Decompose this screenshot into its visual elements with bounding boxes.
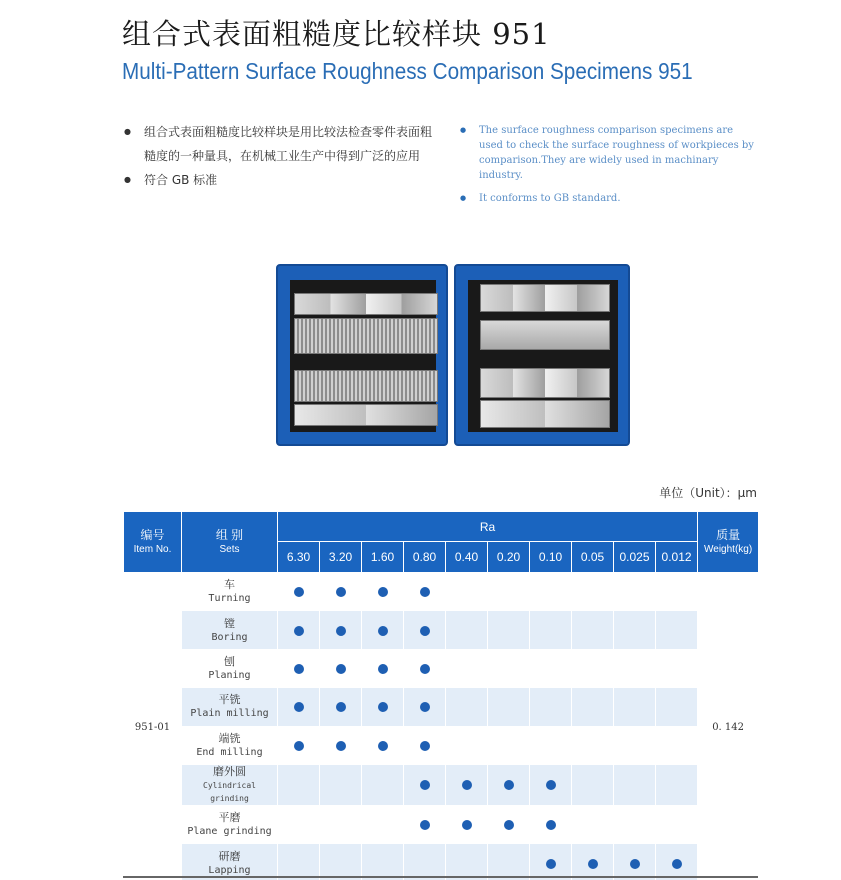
grade-cell <box>320 649 362 687</box>
table-row <box>124 726 759 764</box>
grade-cell <box>656 611 698 649</box>
set-cell <box>182 573 278 611</box>
grade-cell <box>530 688 572 726</box>
description-cn-item: ● 符合 GB 标准 <box>122 168 442 192</box>
availability-dot-icon <box>378 626 388 636</box>
product-photo <box>276 264 630 446</box>
grade-cell <box>488 688 530 726</box>
specimen-plate <box>480 368 610 398</box>
grade-cell <box>614 805 656 843</box>
availability-dot-icon <box>336 664 346 674</box>
availability-dot-icon <box>420 626 430 636</box>
set-cell <box>182 688 278 726</box>
availability-dot-icon <box>294 587 304 597</box>
set-name-en: Turning <box>208 593 251 605</box>
specimen-plate <box>294 318 438 354</box>
grade-cell <box>614 844 656 880</box>
grade-cell <box>278 805 320 843</box>
grade-cell <box>404 764 446 805</box>
grade-cell <box>572 726 614 764</box>
grade-cell <box>614 649 656 687</box>
unit-label: 单位（Unit）：μm <box>659 486 757 500</box>
availability-dot-icon <box>462 820 472 830</box>
grade-cell <box>488 573 530 611</box>
bottom-rule <box>123 876 758 878</box>
set-cell <box>182 726 278 764</box>
availability-dot-icon <box>294 741 304 751</box>
specimen-plate <box>294 404 438 426</box>
grade-cell <box>488 805 530 843</box>
description-en-item: ● It conforms to GB standard. <box>460 191 760 206</box>
grade-cell <box>614 688 656 726</box>
availability-dot-icon <box>378 702 388 712</box>
availability-dot-icon <box>504 780 514 790</box>
grade-cell <box>572 764 614 805</box>
set-name-en: Lapping <box>208 864 251 876</box>
set-name-cn: 研磨 <box>218 849 241 863</box>
grade-cell <box>362 649 404 687</box>
grade-cell <box>488 726 530 764</box>
availability-dot-icon <box>420 587 430 597</box>
availability-dot-icon <box>420 664 430 674</box>
grade-cell <box>572 573 614 611</box>
grade-cell <box>278 844 320 880</box>
availability-dot-icon <box>378 664 388 674</box>
availability-dot-icon <box>588 859 598 869</box>
ra-grade-header: 0.025 <box>614 542 656 573</box>
set-name-cn: 端铣 <box>218 731 241 745</box>
table-row <box>124 649 759 687</box>
grade-cell <box>488 764 530 805</box>
grade-cell <box>572 844 614 880</box>
item-no-cell: 951-01 <box>124 573 182 880</box>
grade-cell <box>530 844 572 880</box>
ra-grade-header: 6.30 <box>278 542 320 573</box>
grade-cell <box>404 805 446 843</box>
set-name-cn: 平磨 <box>218 811 241 825</box>
ra-grade-header: 0.05 <box>572 542 614 573</box>
grade-cell <box>362 764 404 805</box>
grade-cell <box>656 688 698 726</box>
grade-cell <box>656 764 698 805</box>
grade-cell <box>572 688 614 726</box>
specimen-tray <box>290 280 436 432</box>
grade-cell <box>278 611 320 649</box>
grade-cell <box>530 764 572 805</box>
grade-cell <box>656 573 698 611</box>
grade-cell <box>320 764 362 805</box>
specimen-plate <box>480 400 610 428</box>
description-cn <box>122 120 442 192</box>
specimen-plate <box>294 293 438 315</box>
ra-grade-header: 0.40 <box>446 542 488 573</box>
grade-cell <box>614 764 656 805</box>
grade-cell <box>362 805 404 843</box>
header-weight <box>698 512 759 573</box>
grade-cell <box>656 844 698 880</box>
grade-cell <box>362 611 404 649</box>
availability-dot-icon <box>336 626 346 636</box>
header-item-cn: 编号 <box>140 527 165 542</box>
set-cell <box>182 649 278 687</box>
page-title-cn: 组合式表面粗糙度比较样块 951 <box>122 17 551 51</box>
ra-grade-header: 1.60 <box>362 542 404 573</box>
specimen-case-left <box>276 264 448 446</box>
availability-dot-icon <box>420 702 430 712</box>
availability-dot-icon <box>504 820 514 830</box>
grade-cell <box>278 764 320 805</box>
grade-cell <box>362 573 404 611</box>
availability-dot-icon <box>546 859 556 869</box>
table-row <box>124 764 759 805</box>
grade-cell <box>404 844 446 880</box>
grade-cell <box>446 844 488 880</box>
availability-dot-icon <box>294 702 304 712</box>
grade-cell <box>278 726 320 764</box>
table-row <box>124 688 759 726</box>
grade-cell <box>446 611 488 649</box>
availability-dot-icon <box>546 820 556 830</box>
grade-cell <box>530 611 572 649</box>
set-cell <box>182 764 278 805</box>
grade-cell <box>320 726 362 764</box>
grade-cell <box>278 649 320 687</box>
grade-cell <box>656 649 698 687</box>
availability-dot-icon <box>294 664 304 674</box>
grade-cell <box>530 649 572 687</box>
grade-cell <box>656 726 698 764</box>
grade-cell <box>320 688 362 726</box>
grade-cell <box>446 726 488 764</box>
grade-cell <box>404 611 446 649</box>
set-name-en: Cylindrical grinding <box>203 780 256 803</box>
table-row <box>124 805 759 843</box>
ra-grade-header: 0.10 <box>530 542 572 573</box>
grade-cell <box>362 844 404 880</box>
availability-dot-icon <box>336 587 346 597</box>
header-item-no <box>124 512 182 573</box>
grade-cell <box>488 844 530 880</box>
grade-cell <box>530 573 572 611</box>
grade-cell <box>446 805 488 843</box>
availability-dot-icon <box>294 626 304 636</box>
grade-cell <box>488 611 530 649</box>
set-name-cn: 磨外圆 <box>213 764 246 778</box>
description-en-item: ● The surface roughness comparison specimens are used to check the surface roughness of workpieces by comparison.They are widely used in machinary industry. <box>460 123 760 183</box>
availability-dot-icon <box>420 780 430 790</box>
grade-cell <box>320 573 362 611</box>
set-name-cn: 车 <box>224 578 235 592</box>
grade-cell <box>656 805 698 843</box>
description-cn-item: ● 组合式表面粗糙度比较样块是用比较法检查零件表面粗糙度的一种量具，在机械工业生产中得到广泛的应用 <box>122 120 442 168</box>
set-name-en: Plane grinding <box>187 826 272 838</box>
grade-cell <box>488 649 530 687</box>
grade-cell <box>446 573 488 611</box>
header-sets-cn: 组 别 <box>215 527 244 542</box>
ra-grade-header: 3.20 <box>320 542 362 573</box>
header-weight-cn: 质量 <box>716 527 741 542</box>
grade-cell <box>530 805 572 843</box>
grade-cell <box>320 805 362 843</box>
availability-dot-icon <box>378 741 388 751</box>
grade-cell <box>404 726 446 764</box>
grade-cell <box>404 688 446 726</box>
availability-dot-icon <box>462 780 472 790</box>
availability-dot-icon <box>420 820 430 830</box>
header-sets-en: Sets <box>219 543 240 555</box>
specimen-tray <box>468 280 618 432</box>
description-en <box>460 123 760 214</box>
set-name-cn: 镗 <box>224 616 235 630</box>
grade-cell <box>404 649 446 687</box>
grade-cell <box>362 688 404 726</box>
ra-grade-header: 0.80 <box>404 542 446 573</box>
grade-cell <box>446 688 488 726</box>
set-name-en: Boring <box>211 631 248 643</box>
grade-cell <box>362 726 404 764</box>
grade-cell <box>446 649 488 687</box>
grade-cell <box>320 611 362 649</box>
availability-dot-icon <box>336 702 346 712</box>
grade-cell <box>320 844 362 880</box>
specimen-case-right <box>454 264 630 446</box>
header-weight-en: Weight(kg) <box>704 543 753 555</box>
set-name-en: Planing <box>208 669 251 681</box>
grade-cell <box>446 764 488 805</box>
availability-dot-icon <box>546 780 556 790</box>
grade-cell <box>572 649 614 687</box>
grade-cell <box>572 611 614 649</box>
set-name-en: End milling <box>196 746 263 758</box>
ra-grade-header: 0.20 <box>488 542 530 573</box>
set-cell <box>182 844 278 880</box>
specimen-plate <box>480 320 610 350</box>
table-row <box>124 573 759 611</box>
header-ra: Ra <box>278 512 698 542</box>
specimen-plate <box>294 370 438 402</box>
table-body <box>124 573 759 880</box>
grade-cell <box>614 611 656 649</box>
page-title-en: Multi-Pattern Surface Roughness Comparison Specimens 951 <box>122 58 693 84</box>
set-cell <box>182 805 278 843</box>
specimen-plate <box>480 284 610 312</box>
grade-cell <box>278 573 320 611</box>
ra-grade-header: 0.012 <box>656 542 698 573</box>
set-name-en: Plain milling <box>190 708 269 720</box>
grade-cell <box>572 805 614 843</box>
set-name-cn: 刨 <box>224 654 235 668</box>
set-name-cn: 平铣 <box>218 693 241 707</box>
grade-cell <box>278 688 320 726</box>
grade-cell <box>404 573 446 611</box>
grade-cell <box>614 573 656 611</box>
header-sets <box>182 512 278 573</box>
grade-cell <box>614 726 656 764</box>
availability-dot-icon <box>420 741 430 751</box>
availability-dot-icon <box>630 859 640 869</box>
availability-dot-icon <box>336 741 346 751</box>
availability-dot-icon <box>672 859 682 869</box>
set-cell <box>182 611 278 649</box>
weight-cell: 0. 142 <box>698 573 759 880</box>
availability-dot-icon <box>378 587 388 597</box>
header-item-en: Item No. <box>133 543 172 555</box>
specification-table <box>123 511 759 880</box>
table-row <box>124 611 759 649</box>
grade-cell <box>530 726 572 764</box>
table-row <box>124 844 759 880</box>
